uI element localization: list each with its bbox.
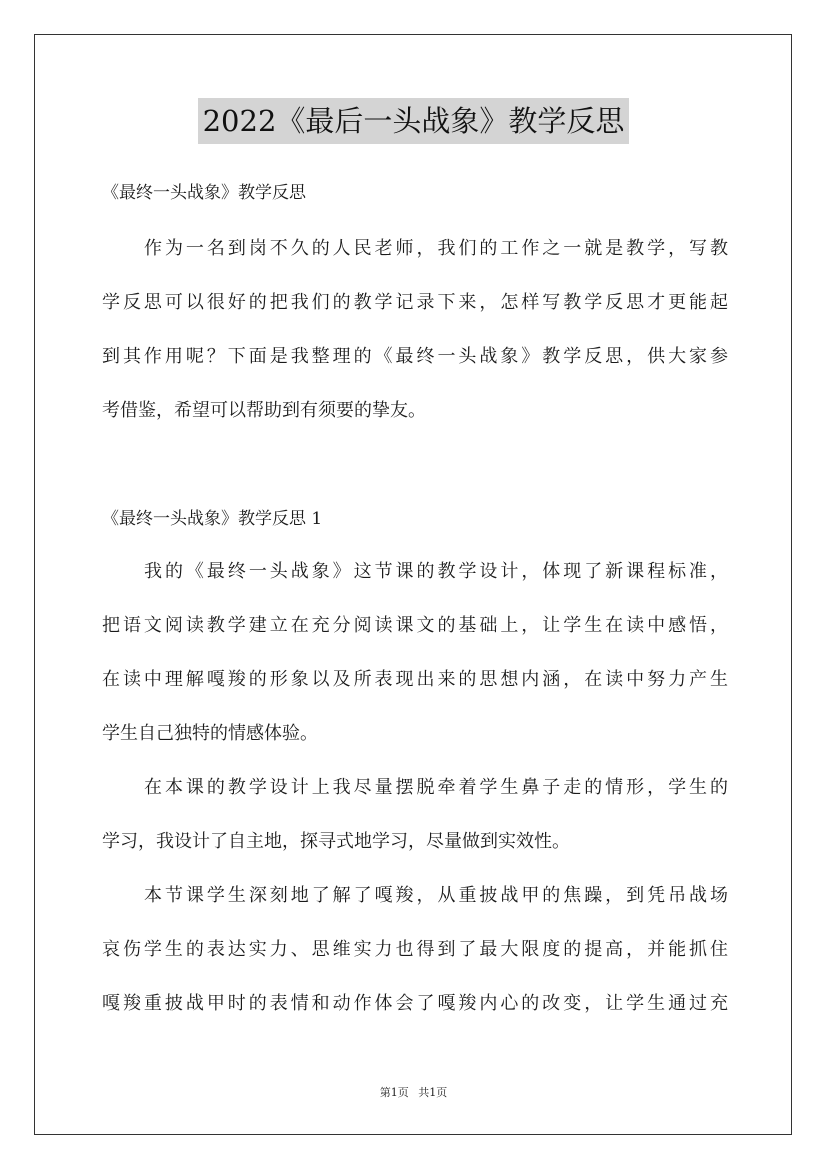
section-line-6: 学习，我设计了自主地，探寻式地学习，尽量做到实效性。: [102, 831, 570, 852]
section-line-9: 嘎羧重披战甲时的表情和动作体会了嘎羧内心的改变，让学生通过充: [102, 993, 728, 1014]
section-heading: 《最终一头战象》教学反思 1: [102, 509, 323, 529]
section-line-8: 哀伤学生的表达实力、思维实力也得到了最大限度的提高，并能抓住: [102, 939, 728, 960]
page-number-total: 共1页: [418, 1086, 448, 1099]
document-subtitle: 《最终一头战象》教学反思: [102, 183, 306, 203]
page-number-current: 第1页: [379, 1086, 409, 1099]
section-line-5: 在本课的教学设计上我尽量摆脱牵着学生鼻子走的情形，学生的: [144, 777, 728, 798]
intro-line-3: 到其作用呢？下面是我整理的《最终一头战象》教学反思，供大家参: [102, 346, 728, 367]
section-line-2: 把语文阅读教学建立在充分阅读课文的基础上，让学生在读中感悟，: [102, 615, 728, 636]
intro-paragraph: [102, 222, 728, 438]
page-footer: [0, 1085, 827, 1101]
intro-line-4: 考借鉴，希望可以帮助到有须要的挚友。: [102, 400, 426, 421]
intro-line-1: 作为一名到岗不久的人民老师，我们的工作之一就是教学，写教: [144, 238, 728, 259]
section-line-4: 学生自己独特的情感体验。: [102, 723, 318, 744]
section-line-1: 我的《最终一头战象》这节课的教学设计，体现了新课程标准，: [144, 561, 728, 582]
section-paragraphs: [102, 545, 728, 1031]
section-line-7: 本节课学生深刻地了解了嘎羧，从重披战甲的焦躁，到凭吊战场: [144, 885, 728, 906]
intro-line-2: 学反思可以很好的把我们的教学记录下来，怎样写教学反思才更能起: [102, 292, 728, 313]
document-title: 2022《最后一头战象》教学反思: [198, 98, 629, 144]
section-line-3: 在读中理解嘎羧的形象以及所表现出来的思想内涵，在读中努力产生: [102, 669, 728, 690]
